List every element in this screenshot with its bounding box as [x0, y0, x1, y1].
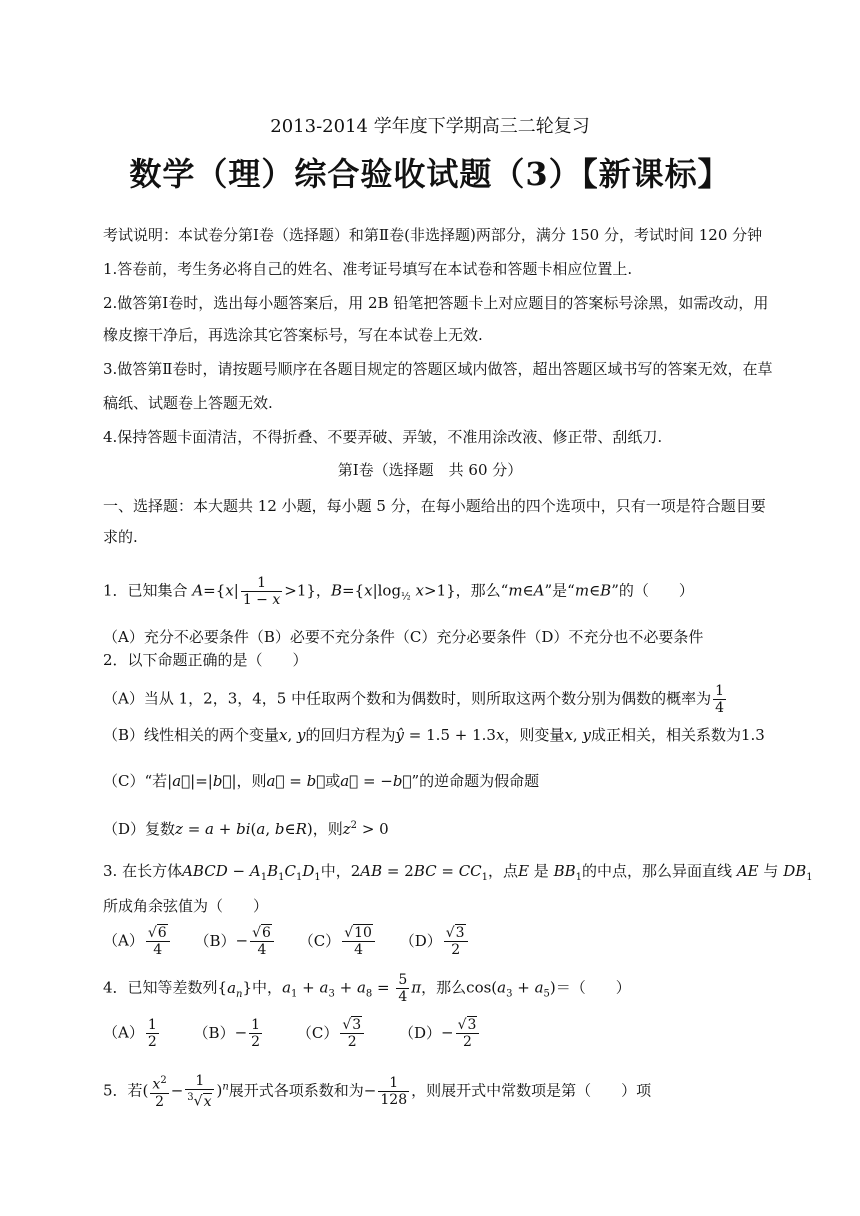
instructions-intro: 考试说明：本试卷分第Ⅰ卷（选择题）和第Ⅱ卷(非选择题)两部分，满分 150 分，考试时间 120 分钟: [103, 226, 763, 244]
question-1-stem: 1．已知集合 A={x| $\frac{1}{1 - x}$ >1}，$B=\{x|\log_{\frac{1}{2}}$ x>1}，那么“m∈A”是“m∈B”的（ ）: [103, 575, 694, 608]
instruction-3a: 3.做答第Ⅱ卷时，请按题号顺序在各题目规定的答题区域内做答，超出答题区域书写的答案无效，在草: [103, 360, 773, 378]
instruction-2b: 橡皮擦干净后，再选涂其它答案标号，写在本试卷上无效.: [103, 326, 483, 344]
instruction-2a: 2.做答第Ⅰ卷时，选出每小题答案后，用 2B 铅笔把答题卡上对应题目的答案标号涂黑，如需改动，用: [103, 294, 769, 312]
question-2-option-b: （B）线性相关的两个变量x, y的回归方程为ŷ = 1.5 + 1.3x，则变量x, y成正相关，相关系数为1.3: [103, 726, 765, 744]
section-desc-a: 一、选择题：本大题共 12 小题，每小题 5 分，在每小题给出的四个选项中，只有一项是符合题目要: [103, 497, 766, 515]
exam-subtitle: 2013-2014 学年度下学期高三二轮复习: [270, 116, 590, 137]
question-3-options: （A） $\frac{√6}{4}$ （B）− $\frac{√6}{4}$ （C） $\frac{√10}{4}$ （D） $\frac{√3}{2}$: [103, 925, 470, 958]
question-2-option-d: （D）复数z = a + bi(a, b∈R)，则$z^2 > 0$: [103, 820, 389, 838]
question-3-stem-cont: 所成角余弦值为（ ）: [103, 897, 269, 915]
question-5-stem: 5．若( $\frac{x^2}{2}$ − $\frac{1}{^3√x}$ )$^n$展开式各项系数和为− $\frac{1}{128}$ ，则展开式中常数项是第（ ）项: [103, 1073, 652, 1110]
question-3-stem: 3. 在长方体ABCD − $A_1B_1C_1D_1$中，$2AB = 2BC = CC_1$，点E 是 $BB_1$的中点，那么异面直线 AE 与 $DB_1$: [103, 862, 813, 883]
question-2-option-a: （A）当从 1，2，3，4，5 中任取两个数和为偶数时，则所取这两个数分别为偶数的概率为 $\frac{1}{4}$: [103, 683, 725, 716]
instruction-1: 1.答卷前，考生务必将自己的姓名、准考证号填写在本试卷和答题卡相应位置上.: [103, 260, 633, 278]
question-2-option-c: （C）“若|a⃗|=|b⃗|，则a⃗ = b⃗或a⃗ = −b⃗”的逆命题为假命题: [103, 772, 540, 790]
question-2-stem: 2．以下命题正确的是（ ）: [103, 651, 308, 669]
question-4-options: （A） $\frac{1}{2}$ （B）− $\frac{1}{2}$ （C） $\frac{√3}{2}$ （D）− $\frac{√3}{2}$: [103, 1017, 481, 1050]
question-4-stem: 4．已知等差数列$\{a_n\}$中，$a_1 + a_3 + a_8$ = $\frac{5}{4}$ π，那么$\cos(a_3 + a_5)=$（ ）: [103, 972, 631, 1005]
section-title: 第Ⅰ卷（选择题 共 60 分）: [337, 461, 523, 479]
section-desc-b: 求的.: [103, 528, 138, 546]
exam-title: 数学（理）综合验收试题（3）【新课标】: [129, 155, 731, 193]
question-1-options: （A）充分不必要条件（B）必要不充分条件（C）充分必要条件（D）不充分也不必要条件: [103, 628, 704, 646]
instruction-4: 4.保持答题卡面清洁，不得折叠、不要弄破、弄皱，不准用涂改液、修正带、刮纸刀.: [103, 428, 663, 446]
instruction-3b: 稿纸、试题卷上答题无效.: [103, 394, 273, 412]
